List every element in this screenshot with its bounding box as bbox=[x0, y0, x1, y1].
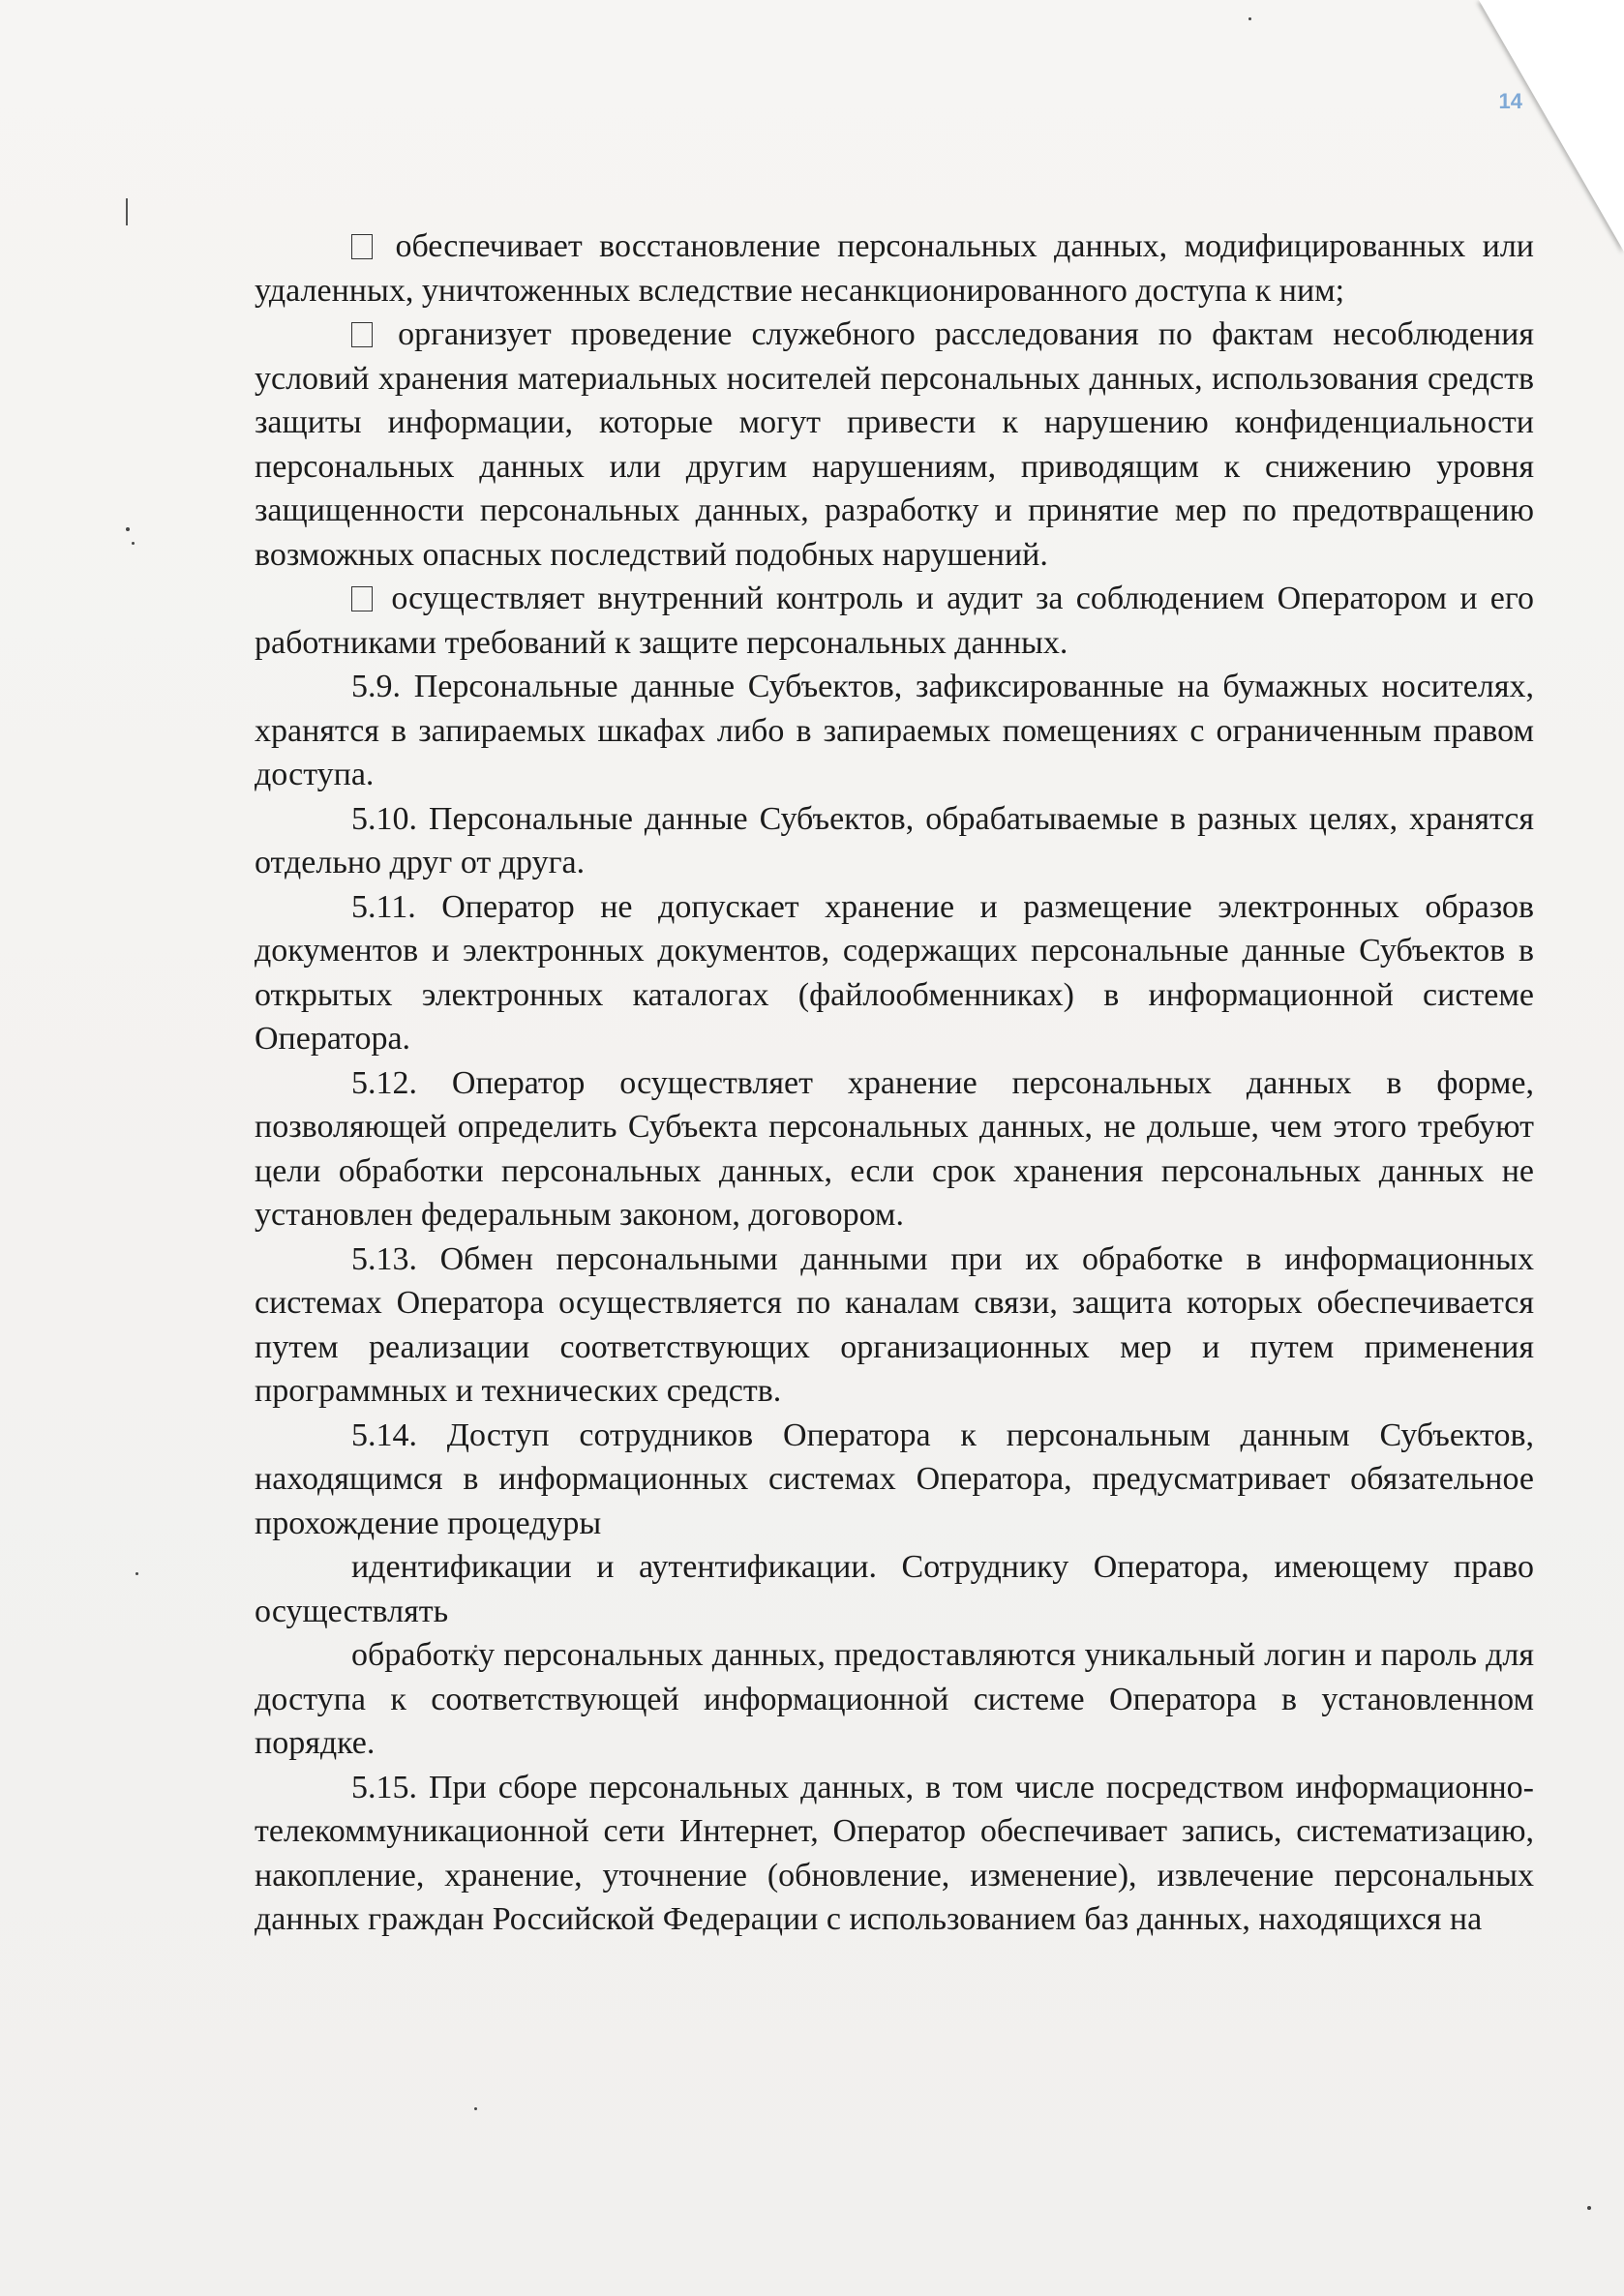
margin-mark bbox=[126, 198, 128, 225]
document-body bbox=[255, 224, 1534, 1942]
bullet-paragraph bbox=[255, 224, 1534, 313]
scan-speck bbox=[474, 2107, 477, 2110]
bullet-box-icon bbox=[351, 322, 373, 347]
paragraph-text: обеспечивает восстановление персональных данных, модифицированных или удаленных, уничтоженных вследствие несанкционированного доступа к ним; bbox=[255, 228, 1534, 309]
scan-speck bbox=[1587, 2206, 1591, 2210]
numbered-paragraph: 5.15. При сборе персональных данных, в том числе посредством информационно-телекоммуникационной сети Интернет, Оператор обеспечивает запись, систематизацию, накопление, хранение, уточнение (обновление, изменение), извлечение персональных данных граждан Российской Федерации с использованием баз данных, находящихся на bbox=[255, 1769, 1534, 1937]
bullet-box-icon bbox=[351, 586, 373, 611]
scan-speck bbox=[126, 527, 130, 531]
paragraph-text: организует проведение служебного расследования по фактам несоблюдения условий хранения материальных носителей персональных данных, использования средств защиты информации, которые могут привести к нарушению конфиденциальности персональных данных или другим нарушениям, приводящим к снижению уровня защищенности персональных данных, разработку и принятие мер по предотвращению возможных опасных последствий подобных нарушений. bbox=[255, 316, 1534, 573]
numbered-paragraph: 5.14. Доступ сотрудников Оператора к персональным данным Субъектов, находящимся в информационных системах Оператора, предусматривает обязательное прохождение процедуры bbox=[255, 1416, 1534, 1541]
numbered-paragraph: 5.12. Оператор осуществляет хранение персональных данных в форме, позволяющей определить Субъекта персональных данных, не дольше, чем этого требуют цели обработки персональных данных, если срок хранения персональных данных не установлен федеральным законом, договором. bbox=[255, 1064, 1534, 1233]
numbered-paragraph: 5.11. Оператор не допускает хранение и размещение электронных образов документов и электронных документов, содержащих персональные данные Субъектов в открытых электронных каталогах (файлообменниках) в информационной системе Оператора. bbox=[255, 888, 1534, 1057]
page-number: 14 bbox=[1498, 89, 1522, 113]
numbered-paragraph: 5.10. Персональные данные Субъектов, обрабатываемые в разных целях, хранятся отдельно друг от друга. bbox=[255, 800, 1534, 880]
scan-speck bbox=[132, 542, 135, 545]
continuation-paragraph: идентификации и аутентификации. Сотруднику Оператора, имеющему право осуществлять bbox=[255, 1549, 1534, 1629]
scan-speck bbox=[1248, 17, 1251, 20]
numbered-paragraph: 5.9. Персональные данные Субъектов, зафиксированные на бумажных носителях, хранятся в запираемых шкафах либо в запираемых помещениях с ограниченным правом доступа. bbox=[255, 669, 1534, 792]
scan-speck bbox=[135, 1572, 138, 1575]
bullet-paragraph bbox=[255, 577, 1534, 665]
folded-corner bbox=[1479, 0, 1624, 252]
bullet-paragraph bbox=[255, 313, 1534, 577]
paragraph-text: осуществляет внутренний контроль и аудит за соблюдением Оператором и его работниками требований к защите персональных данных. bbox=[255, 581, 1534, 661]
numbered-paragraph: 5.13. Обмен персональными данными при их обработке в информационных системах Оператора осуществляется по каналам связи, защита которых обеспечивается путем реализации соответствующих организационных мер и путем применения программных и технических средств. bbox=[255, 1240, 1534, 1409]
bullet-box-icon bbox=[351, 234, 373, 259]
continuation-paragraph: обработку персональных данных, предоставляются уникальный логин и пароль для доступа к соответствующей информационной системе Оператора в установленном порядке. bbox=[255, 1637, 1534, 1761]
